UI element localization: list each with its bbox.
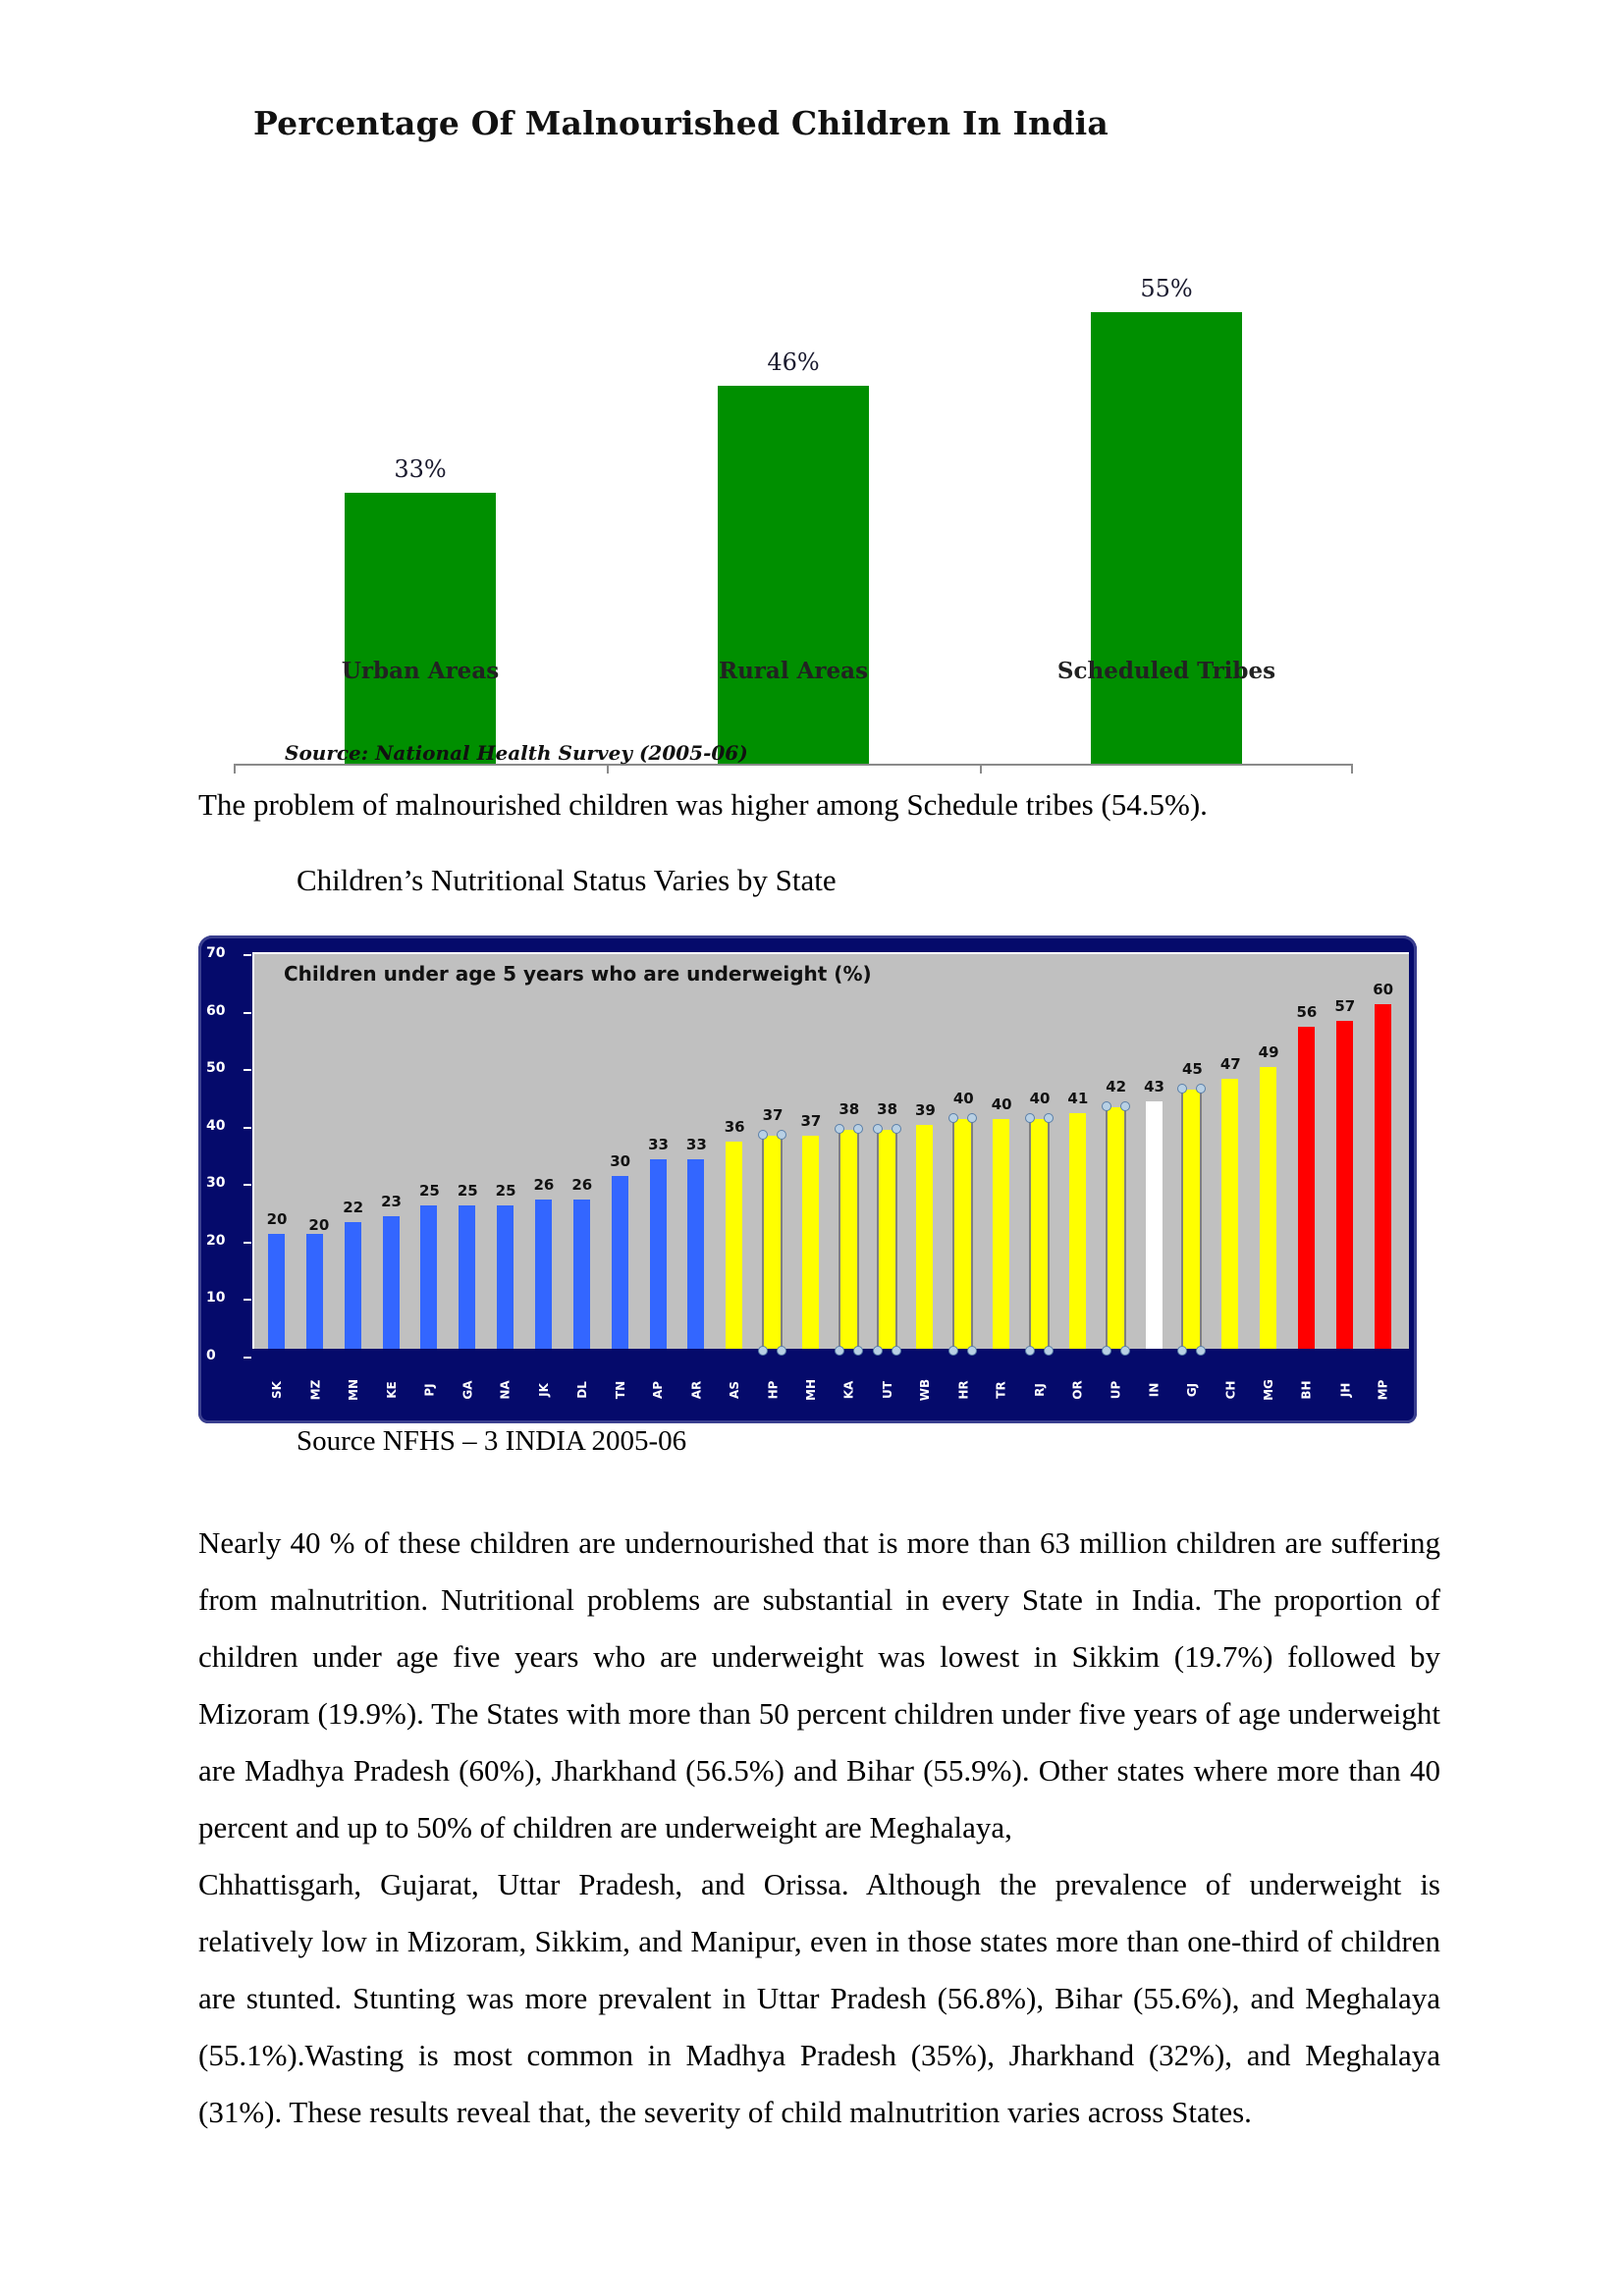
chart2-bar-tn: [612, 1176, 628, 1349]
chart2-bar-ap: [650, 1159, 667, 1349]
chart2-error-marker: [1102, 1101, 1111, 1111]
chart2-bar-rj: [1031, 1119, 1048, 1349]
body-paragraph: [198, 1515, 1440, 2141]
state-code: MP: [1376, 1379, 1390, 1401]
chart2-bar-value-label: 45: [1181, 1060, 1203, 1079]
chart2-x-label-ga: [453, 1375, 482, 1405]
chart1-bar-value-label: 33%: [394, 455, 447, 483]
chart2-x-label-in: [1140, 1375, 1169, 1405]
chart2-bar-value-label: 43: [1144, 1078, 1164, 1096]
chart2-error-bar: [839, 1128, 840, 1349]
chart2-x-label-or: [1063, 1375, 1093, 1405]
chart2-y-tick-mark: [243, 954, 251, 956]
chart2-error-bar: [762, 1134, 764, 1349]
chart2-bar-value-label: 40: [991, 1095, 1012, 1113]
chart2-error-marker: [1120, 1101, 1130, 1111]
state-code: SK: [269, 1381, 284, 1399]
chart2-bar-value-label: 42: [1106, 1078, 1127, 1095]
state-code: HP: [766, 1380, 781, 1400]
chart2-bar-value-label: 40: [952, 1089, 974, 1107]
chart2-bar-tr: [993, 1119, 1009, 1349]
chart2-bar-hr: [954, 1119, 971, 1349]
chart2-error-bar: [877, 1128, 879, 1349]
state-code: HR: [956, 1380, 971, 1400]
state-code: DL: [574, 1381, 589, 1399]
underweight-by-state-chart: [198, 935, 1417, 1423]
chart2-x-label-jk: [529, 1375, 559, 1405]
chart2-error-bar: [1048, 1117, 1050, 1349]
chart2-bar-value-label: 41: [1067, 1089, 1089, 1107]
state-code: KE: [384, 1381, 399, 1399]
chart2-error-marker: [1025, 1113, 1035, 1123]
chart1-bar-rural-areas: [718, 386, 869, 764]
chart2-bar-ga: [459, 1205, 475, 1349]
chart2-bar-value-label: 57: [1334, 997, 1356, 1016]
chart2-bar-value-label: 22: [343, 1199, 364, 1217]
chart2-bar-ut: [879, 1130, 895, 1349]
chart2-bar-jh: [1336, 1021, 1353, 1349]
chart2-error-marker: [873, 1124, 883, 1134]
chart2-error-marker: [1120, 1346, 1130, 1356]
state-code: GJ: [1185, 1382, 1200, 1398]
state-code: AS: [728, 1381, 742, 1399]
chart2-x-label-ut: [873, 1375, 902, 1405]
chart2-x-label-dl: [568, 1375, 597, 1405]
chart2-bar-gj: [1183, 1090, 1200, 1349]
chart1-bar-urban-areas: [345, 493, 496, 764]
chart2-error-bar: [1029, 1117, 1031, 1349]
chart2-bar-ch: [1221, 1079, 1238, 1349]
chart2-x-label-ap: [644, 1375, 674, 1405]
chart2-y-tick-mark: [243, 1069, 251, 1071]
state-code: UP: [1109, 1380, 1123, 1400]
chart2-error-marker: [835, 1346, 844, 1356]
chart2-bar-or: [1069, 1113, 1086, 1349]
chart2-bar-value-label: 37: [762, 1106, 784, 1125]
chart2-bar-value-label: 49: [1258, 1043, 1279, 1061]
paragraph-1: Nearly 40 % of these children are undernourished that is more than 63 million children are suffering from malnutrition. Nutritional problems are substantial in every State in India. The proportion of children under age five years who are underweight was lowest in Sikkim (19.7%) followed by Mizoram (19.9%). The States with more than 50 percent children under five years of age underweight are Madhya Pradesh (60%), Jharkhand (56.5%) and Bihar (55.9%). Other states where more than 40 percent and up to 50% of children are underweight are Meghalaya,: [198, 1525, 1440, 1844]
chart2-bar-dl: [573, 1200, 590, 1349]
chart2-bar-up: [1108, 1107, 1124, 1349]
schedule-tribes-sentence: The problem of malnourished children was higher among Schedule tribes (54.5%).: [198, 787, 1208, 822]
chart2-x-label-ch: [1216, 1375, 1245, 1405]
chart2-error-bar: [1181, 1088, 1183, 1349]
chart2-y-tick-mark: [243, 1299, 251, 1301]
chart2-y-tick-mark: [243, 1127, 251, 1129]
chart2-bar-hp: [764, 1136, 781, 1349]
chart2-x-label-ke: [377, 1375, 406, 1405]
chart2-x-label-hr: [948, 1375, 978, 1405]
chart2-bar-mp: [1375, 1004, 1391, 1349]
chart2-x-label-mn: [339, 1375, 368, 1405]
chart2-error-marker: [967, 1113, 977, 1123]
chart2-bar-in: [1146, 1101, 1163, 1349]
chart2-x-label-hp: [758, 1375, 787, 1405]
chart2-bar-sk: [268, 1234, 285, 1349]
chart2-bar-value-label: 39: [915, 1100, 936, 1119]
chart2-bar-mz: [306, 1234, 323, 1349]
state-code: AP: [651, 1380, 666, 1400]
chart2-bar-ar: [687, 1159, 704, 1349]
chart2-source: Source NFHS – 3 INDIA 2005-06: [297, 1425, 687, 1457]
chart2-bar-value-label: 26: [533, 1175, 555, 1194]
chart1-bar-scheduled-tribes: [1091, 312, 1242, 764]
chart2-error-bar: [781, 1134, 783, 1349]
chart2-bar-bh: [1298, 1027, 1315, 1349]
chart2-error-marker: [948, 1346, 958, 1356]
chart2-error-marker: [758, 1346, 768, 1356]
chart2-bar-value-label: 38: [877, 1100, 898, 1119]
chart2-x-label-gj: [1177, 1375, 1207, 1405]
state-code: MH: [803, 1379, 818, 1401]
chart1-source: Source: National Health Survey (2005-06): [285, 741, 748, 765]
chart2-x-label-bh: [1292, 1375, 1322, 1405]
state-code: MG: [1262, 1379, 1276, 1401]
chart2-bar-jk: [535, 1200, 552, 1349]
state-code: JH: [1337, 1382, 1352, 1398]
state-code: IN: [1147, 1382, 1162, 1398]
chart2-y-tick-label: 10: [206, 1290, 226, 1307]
paragraph-2: Chhattisgarh, Gujarat, Uttar Pradesh, and Orissa. Although the prevalence of underweight is relatively low in Mizoram, Sikkim, and Manipur, even in those states more than one-third of children are stunted. Stunting was more prevalent in Uttar Pradesh (56.8%), Bihar (55.6%), and Meghalaya (55.1%).Wasting is most common in Madhya Pradesh (35%), Jharkhand (32%), and Meghalaya (31%). These results reveal that, the severity of child malnutrition varies across States.: [198, 1867, 1440, 2129]
chart2-bar-ke: [383, 1216, 400, 1349]
chart2-title: Children under age 5 years who are underweight (%): [284, 962, 872, 986]
chart2-x-label-mp: [1369, 1375, 1398, 1405]
chart2-bar-value-label: 56: [1296, 1003, 1318, 1021]
chart2-bar-mg: [1260, 1067, 1276, 1349]
chart2-y-tick-label: 60: [206, 1002, 226, 1019]
chart2-x-label-tr: [987, 1375, 1016, 1405]
chart1-bar-value-label: 55%: [1140, 275, 1193, 302]
state-code: JK: [536, 1383, 551, 1397]
chart2-x-label-sk: [262, 1375, 292, 1405]
chart2-error-marker: [892, 1346, 901, 1356]
chart2-bar-value-label: 20: [266, 1209, 288, 1228]
chart2-error-bar: [895, 1128, 897, 1349]
chart2-bar-value-label: 47: [1219, 1054, 1241, 1073]
chart2-error-marker: [967, 1346, 977, 1356]
state-code: UT: [880, 1381, 894, 1399]
state-code: MZ: [307, 1379, 322, 1401]
chart2-bar-value-label: 37: [800, 1112, 822, 1131]
chart2-y-tick-label: 40: [206, 1117, 226, 1134]
chart2-bar-wb: [916, 1125, 933, 1349]
chart2-bar-value-label: 36: [724, 1118, 745, 1137]
chart2-x-label-wb: [910, 1375, 940, 1405]
chart2-error-bar: [952, 1117, 954, 1349]
chart1-axis-tick: [234, 764, 236, 774]
state-code: RJ: [1033, 1383, 1047, 1397]
chart2-y-tick-label: 50: [206, 1060, 226, 1077]
chart2-bar-ka: [840, 1130, 857, 1349]
chart2-plot-area: [252, 952, 1409, 1349]
chart2-error-marker: [948, 1113, 958, 1123]
chart2-error-marker: [892, 1124, 901, 1134]
chart2-error-marker: [853, 1346, 863, 1356]
chart2-x-label-mz: [300, 1375, 330, 1405]
chart1-axis-tick: [1351, 764, 1353, 774]
state-code: KA: [841, 1380, 856, 1400]
chart2-y-tick-label: 70: [206, 945, 226, 961]
state-code: TN: [613, 1380, 627, 1400]
chart2-error-marker: [1196, 1084, 1206, 1094]
chart2-y-tick-label: 20: [206, 1232, 226, 1249]
chart2-bar-value-label: 30: [610, 1152, 631, 1171]
state-code: MN: [346, 1379, 360, 1401]
chart2-x-label-pj: [414, 1375, 444, 1405]
chart2-error-marker: [1177, 1346, 1187, 1356]
chart1-axis-tick: [607, 764, 609, 774]
chart2-bar-na: [497, 1205, 514, 1349]
chart2-bar-value-label: 23: [381, 1193, 402, 1211]
chart2-bar-pj: [420, 1205, 437, 1349]
chart2-x-label-as: [720, 1375, 749, 1405]
chart2-bar-value-label: 25: [418, 1181, 440, 1200]
chart1-category-label: Scheduled Tribes: [1056, 658, 1276, 684]
chart2-bar-value-label: 25: [495, 1181, 516, 1200]
chart1-title: Percentage Of Malnourished Children In India: [253, 104, 1109, 142]
chart2-x-label-rj: [1025, 1375, 1055, 1405]
chart2-bar-value-label: 40: [1029, 1089, 1051, 1107]
chart1-bar-value-label: 46%: [767, 348, 820, 377]
chart2-error-marker: [1044, 1346, 1054, 1356]
chart2-bar-value-label: 26: [571, 1175, 593, 1194]
state-code: CH: [1223, 1380, 1238, 1400]
chart2-bar-value-label: 60: [1373, 980, 1394, 998]
state-code: NA: [499, 1380, 514, 1400]
chart2-error-bar: [1106, 1105, 1108, 1349]
chart2-error-bar: [1200, 1088, 1202, 1349]
chart2-y-tick-mark: [243, 1357, 251, 1359]
chart2-x-label-mh: [796, 1375, 826, 1405]
chart2-x-label-jh: [1330, 1375, 1360, 1405]
chart2-x-label-tn: [606, 1375, 635, 1405]
chart2-y-tick-mark: [243, 1242, 251, 1244]
chart2-y-tick-mark: [243, 1012, 251, 1014]
chart2-x-label-up: [1102, 1375, 1131, 1405]
state-code: BH: [1299, 1380, 1314, 1400]
state-code: GA: [460, 1380, 475, 1400]
chart2-y-tick-label: 30: [206, 1175, 226, 1192]
chart2-bar-value-label: 20: [308, 1215, 330, 1234]
chart2-y-tick-mark: [243, 1184, 251, 1186]
chart2-error-marker: [1102, 1346, 1111, 1356]
chart1-category-label: Rural Areas: [718, 658, 869, 684]
chart2-error-bar: [857, 1128, 859, 1349]
chart2-x-label-mg: [1254, 1375, 1283, 1405]
state-code: TR: [995, 1381, 1009, 1399]
state-code: PJ: [422, 1383, 437, 1397]
chart2-error-marker: [853, 1124, 863, 1134]
state-nutrition-caption: Children’s Nutritional Status Varies by State: [297, 863, 837, 897]
chart2-bar-value-label: 33: [685, 1135, 707, 1153]
chart2-x-label-ka: [835, 1375, 864, 1405]
chart2-error-marker: [1025, 1346, 1035, 1356]
chart2-x-label-na: [491, 1375, 520, 1405]
chart2-error-marker: [777, 1130, 786, 1140]
chart1-category-label: Urban Areas: [341, 658, 500, 684]
chart2-bar-mn: [345, 1222, 361, 1349]
chart2-bar-mh: [802, 1136, 819, 1349]
state-code: AR: [689, 1380, 704, 1400]
chart2-error-bar: [971, 1117, 973, 1349]
chart2-error-marker: [1044, 1113, 1054, 1123]
chart2-bar-value-label: 25: [457, 1181, 478, 1200]
chart2-bar-value-label: 33: [648, 1135, 669, 1153]
chart2-error-marker: [777, 1346, 786, 1356]
chart2-x-label-ar: [681, 1375, 711, 1405]
chart2-bar-as: [726, 1142, 742, 1349]
chart2-y-tick-label: 0: [206, 1348, 216, 1363]
chart1-axis-tick: [980, 764, 982, 774]
chart2-error-marker: [1196, 1346, 1206, 1356]
chart2-error-marker: [873, 1346, 883, 1356]
malnourished-children-chart: [226, 98, 1355, 785]
state-code: OR: [1070, 1380, 1085, 1400]
chart2-error-bar: [1124, 1105, 1126, 1349]
chart2-bar-value-label: 38: [839, 1100, 860, 1119]
state-code: WB: [918, 1378, 933, 1402]
